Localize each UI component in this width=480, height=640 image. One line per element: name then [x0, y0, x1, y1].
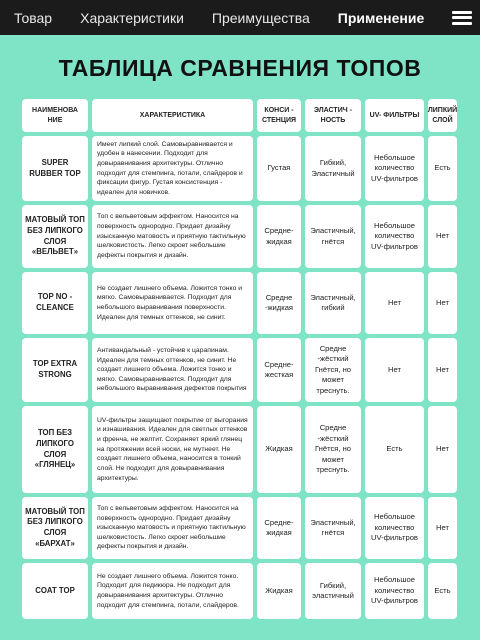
table-row [20, 270, 463, 336]
nav-item-advantages[interactable]: Преимущества [211, 9, 310, 26]
header-characteristic: ХАРАКТЕРИСТИКА [92, 99, 253, 132]
row-description: Не создает лишнего объема. Ложится тонко. Подходит для педикюра. Не подходит для довыравнивания архитектуры. Отлично подходит для стемпинга, потали, слайдеров. [92, 563, 253, 619]
row-elasticity: Гибкий, эластичный [305, 563, 361, 619]
row-elasticity: Гибкий, Эластичный [305, 136, 361, 201]
row-name: TOP NO - CLEANCE [22, 272, 88, 334]
comparison-table [20, 97, 463, 621]
row-name: МАТОВЫЙ ТОП БЕЗ ЛИПКОГО СЛОЯ «БАРХАТ» [22, 497, 88, 559]
hamburger-menu-icon[interactable] [452, 11, 472, 25]
row-elasticity: Средне -жёсткий Гнётся, но может треснуть. [305, 338, 361, 402]
row-uv-filters: Небольшое количество UV-фильтров [365, 497, 424, 559]
row-sticky-layer: Есть [428, 136, 457, 201]
row-uv-filters: Нет [365, 272, 424, 334]
row-sticky-layer: Есть [428, 563, 457, 619]
row-elasticity: Эластичный, гибкий [305, 272, 361, 334]
nav-item-product[interactable]: Товар [14, 9, 53, 26]
top-navigation [0, 0, 480, 35]
row-sticky-layer: Нет [428, 406, 457, 493]
page-title: ТАБЛИЦА СРАВНЕНИЯ ТОПОВ [58, 55, 422, 81]
row-consistency: Средне-жидкая [257, 205, 301, 268]
table-header-row [20, 97, 463, 134]
row-elasticity: Эластичный, гнётся [305, 205, 361, 268]
row-description: Имеет липкий слой. Самовыравнивается и удобен в нанесении. Подходит для довыравнивания архитектуры. Отлично подходит для стемпинга, потали, слайдеров и фиксации фигур. Густая консистенция - идеален для новичков. [92, 136, 253, 201]
row-sticky-layer: Нет [428, 205, 457, 268]
row-sticky-layer: Нет [428, 272, 457, 334]
row-description: UV-фильтры защищают покрытие от выгорания и изнашивания. Идеален для светлых оттенков и френча, не желтит. Сохраняет яркий глянец на протяжении всей носки, не мутнеет. Не создает лишнего объема, наносится в тонкий слой. Не подходит для довыравнивания архитектуры. [92, 406, 253, 493]
header-consistency: КОНСИ - СТЕНЦИЯ [257, 99, 301, 132]
table-row [20, 404, 463, 495]
table-row [20, 203, 463, 270]
header-name: НАИМЕНОВА НИЕ [22, 99, 88, 132]
row-name: SUPER RUBBER TOP [22, 136, 88, 201]
row-consistency: Средне-жидкая [257, 497, 301, 559]
row-name: TOP EXTRA STRONG [22, 338, 88, 402]
row-uv-filters: Нет [365, 338, 424, 402]
row-consistency: Средне-жесткая [257, 338, 301, 402]
row-description: Не создает лишнего объема. Ложится тонко и мягко. Самовыравнивается. Подходит для небольшого выравнивания поверхности. Идеален для темных оттенков, не синит. [92, 272, 253, 334]
row-uv-filters: Небольшое количество UV-фильтров [365, 136, 424, 201]
row-description: Антивандальный - устойчив к царапинам. Идеален для темных оттенков, не синит. Не создает лишнего объема. Ложится тонко и мягко. Самовыравнивается. Подходит для небольшого выравнивания дефектов покрытия [92, 338, 253, 402]
row-uv-filters: Есть [365, 406, 424, 493]
table-row [20, 134, 463, 203]
row-elasticity: Эластичный, гнётся [305, 497, 361, 559]
row-sticky-layer: Нет [428, 497, 457, 559]
header-sticky-layer: ЛИПКИЙ СЛОЙ [428, 99, 457, 132]
row-elasticity: Средне -жёсткий Гнётся, но может треснуть. [305, 406, 361, 493]
row-consistency: Жидкая [257, 406, 301, 493]
row-description: Топ с вельветовым эффектом. Наносится на поверхность однородно. Придает дизайну изысканную матовость и приятную тактильную шелковистость. Легко скроет небольшие дефекты покрытия и дизайн. [92, 497, 253, 559]
header-elasticity: ЭЛАСТИЧ - НОСТЬ [305, 99, 361, 132]
row-uv-filters: Небольшое количество UV-фильтров [365, 563, 424, 619]
row-consistency: Жидкая [257, 563, 301, 619]
nav-item-usage[interactable]: Применение [337, 9, 425, 26]
main-content [0, 35, 480, 640]
row-consistency: Средне -жидкая [257, 272, 301, 334]
row-consistency: Густая [257, 136, 301, 201]
row-name: COAT TOP [22, 563, 88, 619]
table-row [20, 561, 463, 621]
row-name: МАТОВЫЙ ТОП БЕЗ ЛИПКОГО СЛОЯ «ВЕЛЬВЕТ» [22, 205, 88, 268]
row-name: ТОП БЕЗ ЛИПКОГО СЛОЯ «ГЛЯНЕЦ» [22, 406, 88, 493]
row-description: Топ с вельветовым эффектом. Наносится на поверхность однородно. Придает дизайну изысканную матовость и приятную тактильную шелковистость. Легко скроет небольшие дефекты покрытия и дизайн. [92, 205, 253, 268]
row-uv-filters: Небольшое количество UV-фильтров [365, 205, 424, 268]
table-row [20, 495, 463, 561]
table-row [20, 336, 463, 404]
row-sticky-layer: Нет [428, 338, 457, 402]
header-uv-filters: UV- ФИЛЬТРЫ [365, 99, 424, 132]
nav-item-features[interactable]: Характеристики [80, 9, 184, 26]
